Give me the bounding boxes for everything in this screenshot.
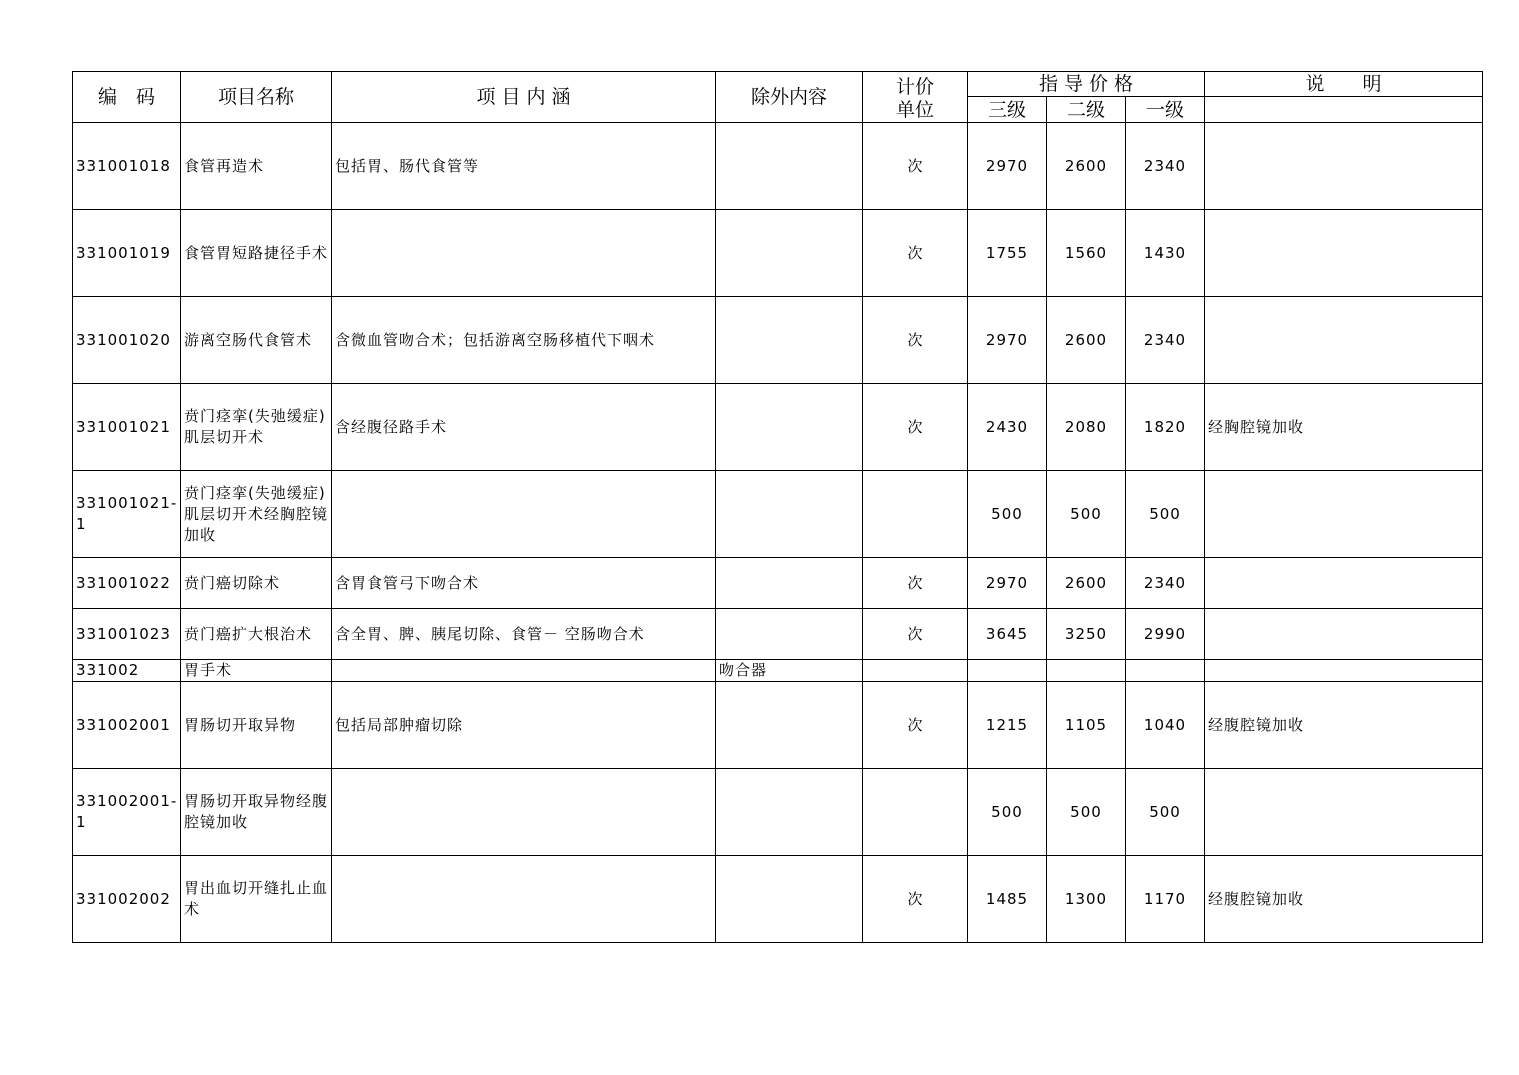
cell-content: 含胃食管弓下吻合术 — [332, 558, 716, 609]
cell-price-level2 — [1047, 660, 1126, 682]
cell-exclusion — [716, 558, 863, 609]
cell-note — [1205, 297, 1483, 384]
cell-unit: 次 — [863, 609, 968, 660]
table-row — [73, 609, 1483, 660]
cell-content: 含经腹径路手术 — [332, 384, 716, 471]
header-code: 编 码 — [73, 72, 181, 123]
table-row — [73, 682, 1483, 769]
cell-unit: 次 — [863, 856, 968, 943]
cell-content: 包括局部肿瘤切除 — [332, 682, 716, 769]
cell-unit — [863, 769, 968, 856]
cell-code: 331001023 — [73, 609, 181, 660]
cell-price-level3: 1755 — [968, 210, 1047, 297]
table-row — [73, 856, 1483, 943]
cell-code: 331001021 — [73, 384, 181, 471]
cell-price-level3: 2970 — [968, 123, 1047, 210]
cell-price-level2: 500 — [1047, 471, 1126, 558]
header-price-group: 指 导 价 格 — [968, 72, 1205, 97]
cell-unit: 次 — [863, 297, 968, 384]
cell-exclusion — [716, 609, 863, 660]
cell-note — [1205, 769, 1483, 856]
table-row — [73, 210, 1483, 297]
cell-price-level1: 2340 — [1126, 558, 1205, 609]
cell-content: 包括胃、肠代食管等 — [332, 123, 716, 210]
cell-name: 游离空肠代食管术 — [181, 297, 332, 384]
cell-unit: 次 — [863, 558, 968, 609]
cell-name: 贲门痉挛(失弛缓症)肌层切开术 — [181, 384, 332, 471]
cell-name: 贲门癌扩大根治术 — [181, 609, 332, 660]
cell-content — [332, 210, 716, 297]
cell-content — [332, 769, 716, 856]
cell-exclusion — [716, 856, 863, 943]
table-row — [73, 384, 1483, 471]
cell-price-level3: 1215 — [968, 682, 1047, 769]
cell-unit: 次 — [863, 682, 968, 769]
cell-note — [1205, 660, 1483, 682]
cell-price-level3: 2430 — [968, 384, 1047, 471]
cell-name: 胃肠切开取异物经腹腔镜加收 — [181, 769, 332, 856]
cell-name: 贲门痉挛(失弛缓症)肌层切开术经胸腔镜加收 — [181, 471, 332, 558]
cell-content — [332, 660, 716, 682]
cell-content: 含全胃、脾、胰尾切除、食管－ 空肠吻合术 — [332, 609, 716, 660]
cell-name: 胃出血切开缝扎止血术 — [181, 856, 332, 943]
cell-price-level2: 2080 — [1047, 384, 1126, 471]
cell-note: 经腹腔镜加收 — [1205, 682, 1483, 769]
cell-price-level1: 1430 — [1126, 210, 1205, 297]
cell-price-level3: 500 — [968, 769, 1047, 856]
price-table — [72, 71, 1483, 943]
cell-unit — [863, 660, 968, 682]
cell-exclusion — [716, 123, 863, 210]
cell-price-level2: 1560 — [1047, 210, 1126, 297]
cell-content — [332, 471, 716, 558]
cell-price-level3: 2970 — [968, 558, 1047, 609]
cell-exclusion — [716, 384, 863, 471]
cell-exclusion — [716, 297, 863, 384]
header-unit — [863, 72, 968, 123]
cell-price-level1: 500 — [1126, 769, 1205, 856]
cell-code: 331001021-1 — [73, 471, 181, 558]
cell-price-level1: 2340 — [1126, 123, 1205, 210]
cell-price-level2: 2600 — [1047, 297, 1126, 384]
cell-price-level2: 3250 — [1047, 609, 1126, 660]
cell-price-level2: 500 — [1047, 769, 1126, 856]
cell-exclusion — [716, 210, 863, 297]
header-level1: 一级 — [1126, 97, 1205, 123]
cell-price-level3: 2970 — [968, 297, 1047, 384]
cell-unit — [863, 471, 968, 558]
cell-price-level1: 1820 — [1126, 384, 1205, 471]
header-content: 项 目 内 涵 — [332, 72, 716, 123]
cell-unit: 次 — [863, 384, 968, 471]
cell-price-level2: 1105 — [1047, 682, 1126, 769]
table-row — [73, 769, 1483, 856]
header-exclusion: 除外内容 — [716, 72, 863, 123]
cell-note — [1205, 210, 1483, 297]
cell-code: 331002001-1 — [73, 769, 181, 856]
table-row — [73, 297, 1483, 384]
cell-exclusion — [716, 769, 863, 856]
cell-price-level2: 2600 — [1047, 558, 1126, 609]
header-name: 项目名称 — [181, 72, 332, 123]
cell-price-level3: 500 — [968, 471, 1047, 558]
header-unit-line2: 单位 — [895, 99, 934, 121]
cell-price-level1: 2340 — [1126, 297, 1205, 384]
cell-code: 331001022 — [73, 558, 181, 609]
header-level2: 二级 — [1047, 97, 1126, 123]
cell-content — [332, 856, 716, 943]
table-row — [73, 123, 1483, 210]
cell-note: 经胸腔镜加收 — [1205, 384, 1483, 471]
cell-code: 331002001 — [73, 682, 181, 769]
section-row — [73, 660, 1483, 682]
section-name: 胃手术 — [181, 660, 332, 682]
cell-price-level1: 1040 — [1126, 682, 1205, 769]
cell-price-level3: 3645 — [968, 609, 1047, 660]
cell-code: 331001020 — [73, 297, 181, 384]
cell-code: 331001018 — [73, 123, 181, 210]
cell-price-level3 — [968, 660, 1047, 682]
cell-note — [1205, 471, 1483, 558]
cell-note — [1205, 558, 1483, 609]
cell-exclusion — [716, 471, 863, 558]
section-code: 331002 — [73, 660, 181, 682]
cell-name: 胃肠切开取异物 — [181, 682, 332, 769]
cell-exclusion: 吻合器 — [716, 660, 863, 682]
cell-price-level1 — [1126, 660, 1205, 682]
cell-note — [1205, 123, 1483, 210]
cell-price-level1: 1170 — [1126, 856, 1205, 943]
cell-code: 331002002 — [73, 856, 181, 943]
cell-name: 贲门癌切除术 — [181, 558, 332, 609]
cell-price-level1: 2990 — [1126, 609, 1205, 660]
cell-note: 经腹腔镜加收 — [1205, 856, 1483, 943]
cell-unit: 次 — [863, 123, 968, 210]
table-row — [73, 558, 1483, 609]
cell-price-level1: 500 — [1126, 471, 1205, 558]
cell-name: 食管再造术 — [181, 123, 332, 210]
cell-exclusion — [716, 682, 863, 769]
cell-price-level2: 1300 — [1047, 856, 1126, 943]
header-note: 说 明 — [1205, 72, 1483, 97]
cell-content: 含微血管吻合术；包括游离空肠移植代下咽术 — [332, 297, 716, 384]
header-unit-line1: 计价 — [895, 76, 934, 98]
cell-unit: 次 — [863, 210, 968, 297]
table-row — [73, 471, 1483, 558]
cell-price-level2: 2600 — [1047, 123, 1126, 210]
cell-note — [1205, 609, 1483, 660]
header-note-blank — [1205, 97, 1483, 123]
cell-name: 食管胃短路捷径手术 — [181, 210, 332, 297]
cell-price-level3: 1485 — [968, 856, 1047, 943]
header-level3: 三级 — [968, 97, 1047, 123]
cell-code: 331001019 — [73, 210, 181, 297]
